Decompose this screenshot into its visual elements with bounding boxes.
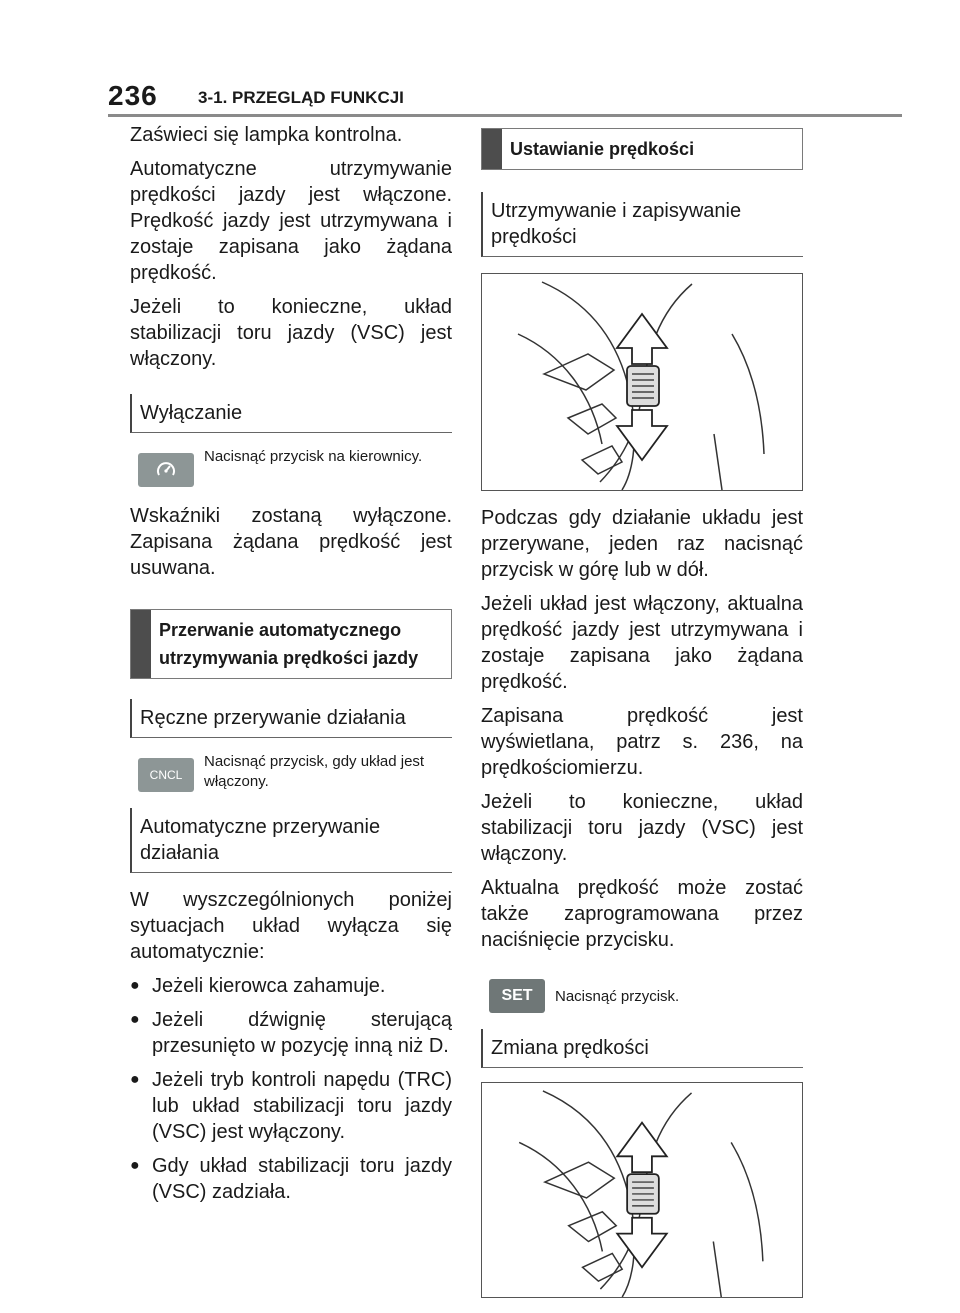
box-bar bbox=[131, 610, 151, 678]
paragraph: Aktualna prędkość może zostać także zaprogramowana przez naciśnięcie przycisku. bbox=[481, 877, 803, 951]
instruction-note: Nacisnąć przycisk. bbox=[555, 988, 680, 1005]
paragraph: Zapisana prędkość jest wyświetlana, patrz s. 236, na prędkościomierzu. bbox=[481, 705, 803, 779]
up-arrow-icon bbox=[617, 1123, 667, 1173]
down-arrow-icon bbox=[617, 1218, 667, 1268]
box-title: Ustawianie prędkości bbox=[510, 139, 695, 159]
list-item: ● Jeżeli tryb kontroli napędu (TRC) lub układ stabilizacji toru jazdy (VSC) jest wyłączony. bbox=[130, 1067, 452, 1145]
section-box-interrupt bbox=[130, 609, 452, 679]
button-instruction-cncl bbox=[138, 752, 452, 792]
subheading-keep: Utrzymywanie i zapisywanie prędkości bbox=[481, 192, 803, 257]
cruise-button bbox=[138, 453, 194, 487]
paragraph: Jeżeli układ jest włączony, aktualna prędkość jazdy jest utrzymywana i zostaje zapisana jako żądana prędkość. bbox=[481, 593, 803, 693]
list-item: ● Jeżeli kierowca zahamuje. bbox=[130, 973, 452, 999]
cncl-button: CNCL bbox=[138, 758, 194, 792]
steering-switch-illustration bbox=[482, 274, 802, 490]
instruction-note: Nacisnąć przycisk, gdy układ jest włączony. bbox=[204, 753, 425, 790]
condition-list bbox=[130, 973, 452, 1205]
subheading-off: Wyłączanie bbox=[130, 394, 452, 433]
up-arrow-icon bbox=[617, 314, 667, 364]
paragraph: Podczas gdy działanie układu jest przerywane, jeden raz nacisnąć przycisk w górę lub w dół. bbox=[481, 507, 803, 581]
section-box-speed bbox=[481, 128, 803, 170]
right-column bbox=[481, 128, 803, 1312]
list-item: ● Gdy układ stabilizacji toru jazdy (VSC) zadziała. bbox=[130, 1153, 452, 1205]
button-instruction-set bbox=[489, 973, 803, 1013]
subheading-auto: Automatyczne przerywanie działania bbox=[130, 808, 452, 873]
subheading-manual: Ręczne przerywanie działania bbox=[130, 699, 452, 738]
paragraph: Zaświeci się lampka kontrolna. bbox=[130, 124, 403, 146]
paragraph: Automatyczne utrzymywanie prędkości jazdy jest włączone. Prędkość jazdy jest utrzymywana i zostaje zapisana jako żądana prędkość. bbox=[130, 158, 452, 284]
instruction-note: Nacisnąć przycisk na kierownicy. bbox=[204, 448, 423, 465]
page-header bbox=[108, 80, 902, 116]
paragraph: Wskaźniki zostaną wyłączone. Zapisana żądana prędkość jest usuwana. bbox=[130, 505, 452, 579]
header-rule bbox=[108, 114, 902, 117]
box-title: Przerwanie automatycznego utrzymywania prędkości jazdy bbox=[159, 620, 419, 668]
list-item: ● Jeżeli dźwignię sterującą przesunięto w pozycję inną niż D. bbox=[130, 1007, 452, 1059]
box-bar bbox=[482, 129, 502, 169]
button-instruction-off bbox=[138, 447, 452, 487]
steering-switch-figure-2 bbox=[481, 1082, 803, 1298]
left-column bbox=[130, 122, 452, 1213]
steering-switch-illustration bbox=[482, 1083, 802, 1297]
paragraph: Jeżeli to konieczne, układ stabilizacji toru jazdy (VSC) jest włączony. bbox=[130, 296, 452, 370]
set-button: SET bbox=[489, 979, 545, 1013]
section-title: 3-1. PRZEGLĄD FUNKCJI bbox=[198, 88, 404, 107]
subheading-change: Zmiana prędkości bbox=[481, 1029, 803, 1068]
down-arrow-icon bbox=[617, 410, 667, 460]
cruise-control-icon bbox=[155, 459, 177, 481]
paragraph: W wyszczególnionych poniżej sytuacjach układ wyłącza się automatycznie: bbox=[130, 889, 452, 963]
paragraph: Jeżeli to konieczne, układ stabilizacji toru jazdy (VSC) jest włączony. bbox=[481, 791, 803, 865]
steering-switch-figure bbox=[481, 273, 803, 491]
page-number: 236 bbox=[108, 80, 158, 111]
